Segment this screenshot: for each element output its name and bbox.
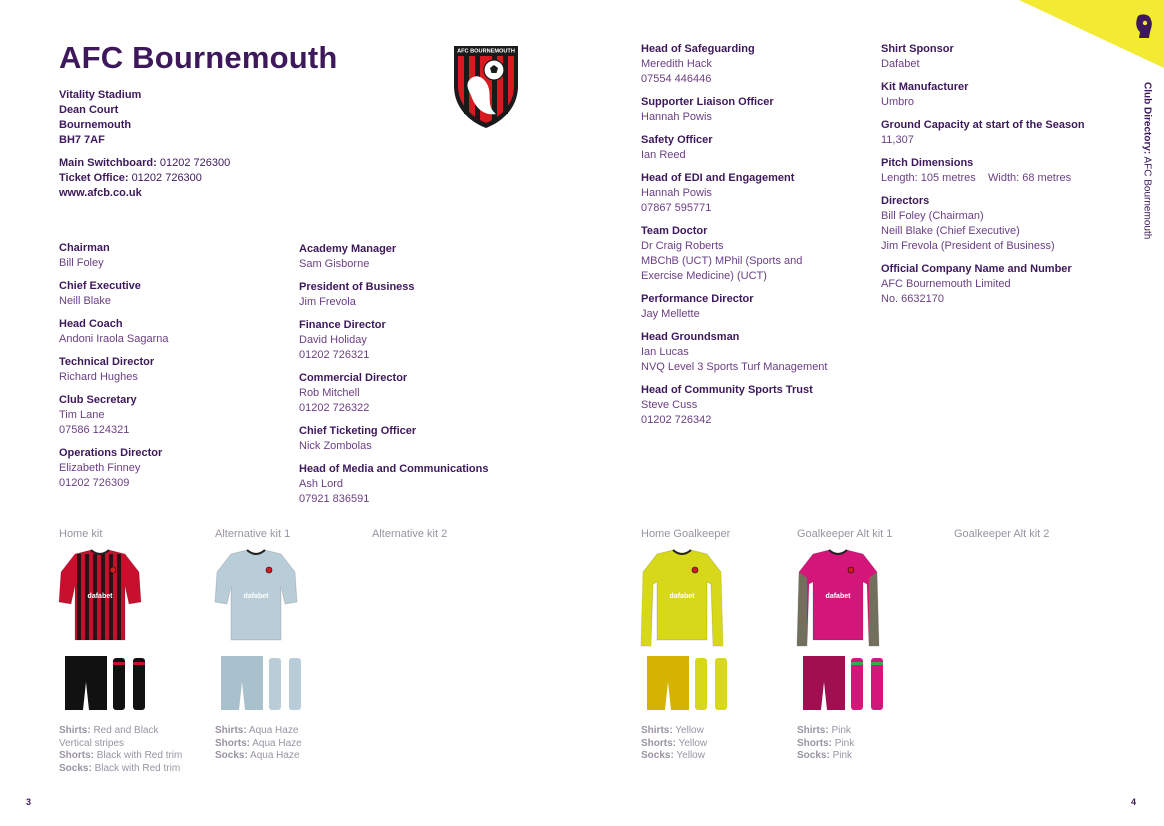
official-entry — [59, 317, 279, 347]
official-title: Performance Director — [641, 293, 754, 305]
kit-shorts — [65, 656, 107, 710]
official-entry — [641, 330, 866, 375]
kit-part-value: Pink — [831, 725, 851, 736]
official-entry — [641, 224, 866, 284]
ticket-line — [59, 171, 230, 186]
official-entry — [299, 242, 529, 272]
kit-part-label: Socks: — [797, 750, 830, 761]
official-detail: Umbro — [881, 96, 915, 108]
official-title: Technical Director — [59, 356, 155, 368]
official-entry — [59, 355, 279, 385]
official-title: Ground Capacity at start of the Season — [881, 119, 1085, 131]
kit-description — [59, 725, 182, 775]
official-title: Head of EDI and Engagement — [641, 172, 795, 184]
official-detail: Elizabeth Finney — [59, 462, 141, 474]
official-detail: No. 6632170 — [881, 293, 944, 305]
kit-description — [641, 725, 707, 763]
official-title: Operations Director — [59, 447, 163, 459]
official-title: Directors — [881, 195, 930, 207]
club-title: AFC Bournemouth — [59, 40, 338, 75]
shirt-badge — [848, 567, 854, 573]
shirt-badge — [110, 567, 116, 573]
official-detail: Bill Foley (Chairman) — [881, 210, 984, 222]
kit-part-label: Shorts: — [59, 750, 94, 761]
kit-description-line — [641, 750, 707, 763]
official-detail: Neill Blake — [59, 295, 111, 307]
kit-image — [625, 542, 740, 722]
club-contacts — [59, 156, 230, 201]
kit-shorts — [803, 656, 845, 710]
official-detail: Tim Lane — [59, 409, 105, 421]
kit-description-line — [59, 738, 182, 751]
official-detail: MBChB (UCT) MPhil (Sports and — [641, 255, 803, 267]
official-detail: 07554 446446 — [641, 73, 712, 85]
official-entry — [641, 133, 866, 163]
kit-part-value: Yellow — [678, 737, 708, 749]
kit-part-value: Aqua Haze — [248, 725, 299, 736]
official-detail: 01202 726322 — [299, 402, 370, 414]
official-title: Head of Community Sports Trust — [641, 384, 813, 396]
kit-description-line — [215, 725, 302, 738]
official-entry — [299, 318, 529, 363]
official-detail: 01202 726309 — [59, 477, 130, 489]
official-entry — [641, 95, 866, 125]
kit-part-value: Pink — [832, 750, 853, 761]
official-detail: Ian Reed — [641, 149, 686, 161]
official-entry — [881, 42, 1121, 72]
official-entry — [299, 462, 529, 507]
kit-sock — [871, 658, 883, 710]
official-entry — [59, 241, 279, 271]
sock-trim — [715, 662, 727, 665]
club-crest-icon — [450, 42, 522, 130]
sock-trim — [851, 662, 863, 665]
official-detail: Dafabet — [881, 58, 920, 70]
official-title: Finance Director — [299, 319, 386, 331]
official-detail: Length: 105 metres Width: 68 metres — [881, 172, 1072, 184]
official-title: Head Coach — [59, 318, 123, 330]
official-detail: Sam Gisborne — [299, 258, 370, 270]
club-address — [59, 88, 141, 148]
official-detail: Meredith Hack — [641, 58, 712, 70]
kit-sock — [269, 658, 281, 710]
address-line: Dean Court — [59, 104, 119, 116]
officials-column-2 — [299, 242, 529, 515]
kit-image — [781, 542, 896, 722]
kit-sock — [715, 658, 727, 710]
kit-part-value: Black with Red trim — [96, 750, 183, 761]
kit-part-value: Red and Black — [93, 725, 159, 736]
official-entry — [641, 383, 866, 428]
shirt-sponsor: dafabet — [669, 593, 695, 600]
kit-part-label: Shorts: — [797, 737, 832, 749]
kit-label: Home kit — [59, 528, 103, 540]
kit-description-line — [797, 738, 854, 751]
official-entry — [59, 279, 279, 309]
official-title: Chief Executive — [59, 280, 141, 292]
official-detail: Hannah Powis — [641, 111, 712, 123]
kit-description-line — [641, 725, 707, 738]
official-detail: Steve Cuss — [641, 399, 698, 411]
kit-description-line — [59, 763, 182, 776]
kit-part-label: Socks: — [641, 750, 674, 761]
official-title: Official Company Name and Number — [881, 263, 1072, 275]
sock-trim — [269, 662, 281, 665]
official-detail: Jim Frevola — [299, 296, 356, 308]
kit-description — [797, 725, 854, 763]
official-detail: Ian Lucas — [641, 346, 689, 358]
shirt-badge — [266, 567, 272, 573]
ticket-number: 01202 726300 — [131, 172, 202, 184]
kit-description-line — [641, 738, 707, 751]
kit-part-label: Shirts: — [641, 725, 673, 736]
kit-description — [215, 725, 302, 763]
official-detail: Richard Hughes — [59, 371, 138, 383]
kit-part-value: Vertical stripes — [59, 737, 125, 749]
kit-label: Alternative kit 1 — [215, 528, 291, 540]
official-detail: 07867 595771 — [641, 202, 712, 214]
side-label-club: AFC Bournemouth — [1141, 154, 1153, 240]
kit-sock — [851, 658, 863, 710]
kit-image — [199, 542, 314, 722]
kit-part-value: Pink — [834, 737, 855, 749]
kit-image — [43, 542, 158, 722]
official-detail: Neill Blake (Chief Executive) — [881, 225, 1020, 237]
official-entry — [881, 80, 1121, 110]
official-entry — [641, 292, 866, 322]
officials-column-3 — [641, 42, 866, 436]
official-detail: Ash Lord — [299, 478, 344, 490]
kit-sock — [133, 658, 145, 710]
official-entry — [59, 446, 279, 491]
address-line: Bournemouth — [59, 119, 132, 131]
official-detail: 07921 836591 — [299, 493, 370, 505]
kit-description-line — [797, 750, 854, 763]
kit-sock — [113, 658, 125, 710]
official-detail: Nick Zombolas — [299, 440, 372, 452]
shirt-sponsor: dafabet — [87, 593, 113, 600]
website-link[interactable]: www.afcb.co.uk — [59, 187, 142, 199]
official-title: President of Business — [299, 281, 415, 293]
kit-part-value: Aqua Haze — [250, 750, 300, 761]
switchboard-line — [59, 156, 230, 171]
kit-label: Goalkeeper Alt kit 2 — [954, 528, 1050, 540]
official-detail: 01202 726321 — [299, 349, 370, 361]
official-detail: David Holiday — [299, 334, 367, 346]
side-label — [1140, 82, 1154, 262]
shirt-sponsor: dafabet — [825, 593, 851, 600]
official-entry — [641, 171, 866, 216]
official-detail: Dr Craig Roberts — [641, 240, 724, 252]
kit-part-label: Shirts: — [797, 725, 829, 736]
kit-label: Alternative kit 2 — [372, 528, 448, 540]
official-entry — [299, 424, 529, 454]
sock-trim — [133, 662, 145, 665]
official-title: Supporter Liaison Officer — [641, 96, 774, 108]
shirt-sponsor: dafabet — [243, 593, 269, 600]
official-title: Kit Manufacturer — [881, 81, 969, 93]
address-line: Vitality Stadium — [59, 89, 142, 101]
address-line: BH7 7AF — [59, 134, 105, 146]
official-entry — [881, 194, 1121, 254]
official-entry — [881, 156, 1121, 186]
shirt-badge — [692, 567, 698, 573]
official-detail: Andoni Iraola Sagarna — [59, 333, 169, 345]
official-title: Pitch Dimensions — [881, 157, 974, 169]
official-title: Head Groundsman — [641, 331, 740, 343]
kit-shorts — [221, 656, 263, 710]
kit-part-label: Shirts: — [59, 725, 91, 736]
official-entry — [641, 42, 866, 87]
ticket-label: Ticket Office: — [59, 172, 129, 184]
kit-part-label: Shirts: — [215, 725, 247, 736]
kit-part-value: Yellow — [676, 750, 705, 761]
sock-trim — [695, 662, 707, 665]
kit-description-line — [59, 750, 182, 763]
official-detail: NVQ Level 3 Sports Turf Management — [641, 361, 828, 373]
official-title: Club Secretary — [59, 394, 137, 406]
officials-column-1 — [59, 241, 279, 499]
official-entry — [299, 371, 529, 416]
kit-sock — [695, 658, 707, 710]
official-detail: AFC Bournemouth Limited — [881, 278, 1011, 290]
kit-part-value: Yellow — [675, 725, 704, 736]
official-detail: Jay Mellette — [641, 308, 700, 320]
side-label-bold: Club Directory: — [1141, 82, 1153, 155]
official-title: Head of Media and Communications — [299, 463, 489, 475]
official-title: Chief Ticketing Officer — [299, 425, 417, 437]
official-detail: Hannah Powis — [641, 187, 712, 199]
official-title: Chairman — [59, 242, 110, 254]
official-detail: Exercise Medicine) (UCT) — [641, 270, 767, 282]
official-detail: Rob Mitchell — [299, 387, 360, 399]
official-entry — [881, 262, 1121, 307]
switchboard-label: Main Switchboard: — [59, 157, 157, 169]
sock-trim — [289, 662, 301, 665]
official-detail: 11,307 — [881, 134, 914, 146]
kit-label: Goalkeeper Alt kit 1 — [797, 528, 893, 540]
official-title: Commercial Director — [299, 372, 408, 384]
officials-column-4 — [881, 42, 1121, 315]
kit-part-label: Socks: — [59, 762, 92, 774]
kit-description-line — [797, 725, 854, 738]
kit-description-line — [215, 738, 302, 751]
kit-part-label: Shorts: — [215, 737, 250, 749]
kit-part-label: Socks: — [215, 750, 248, 761]
official-title: Shirt Sponsor — [881, 43, 954, 55]
kit-description-line — [59, 725, 182, 738]
official-title: Team Doctor — [641, 225, 708, 237]
sock-trim — [871, 662, 883, 665]
kit-part-value: Black with Red trim — [94, 762, 181, 774]
official-detail: 01202 726342 — [641, 414, 712, 426]
official-title: Safety Officer — [641, 134, 713, 146]
kit-description-line — [215, 750, 302, 763]
side-label-text — [1142, 82, 1153, 239]
official-detail: Bill Foley — [59, 257, 104, 269]
official-entry — [59, 393, 279, 438]
kit-part-label: Shorts: — [641, 737, 676, 749]
kit-label: Home Goalkeeper — [641, 528, 731, 540]
official-entry — [299, 280, 529, 310]
page-number-left: 3 — [26, 797, 32, 807]
kit-part-value: Aqua Haze — [252, 737, 302, 749]
kit-shorts — [647, 656, 689, 710]
switchboard-number: 01202 726300 — [159, 157, 231, 169]
official-title: Head of Safeguarding — [641, 43, 755, 55]
official-detail: 07586 124321 — [59, 424, 130, 436]
official-title: Academy Manager — [299, 243, 397, 255]
crest-text: AFC BOURNEMOUTH — [457, 48, 515, 55]
sock-trim — [113, 662, 125, 665]
official-detail: Jim Frevola (President of Business) — [881, 240, 1055, 252]
official-entry — [881, 118, 1121, 148]
kit-sock — [289, 658, 301, 710]
page-number-right: 4 — [1131, 797, 1137, 807]
